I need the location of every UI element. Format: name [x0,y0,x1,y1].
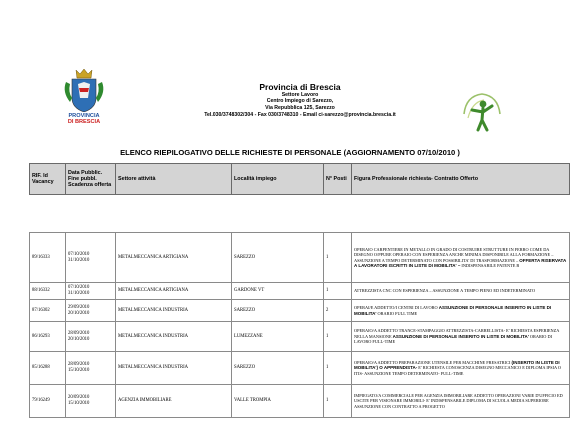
profile-text: OPERAIO CARPENTIERE IN METALLO IN GRADO DI COSTRUIRE STRUTTURE IN FERRO COME DA DISEGNO O/PPURE OPERAIO CON ESPERIENZA ANCHE MINIMA DISPONIBILE ALLA FORMAZIONE – ASSUNZIONE A TEMPO DETERMINATO CON POSSIBILITA' DI TRASFORMAZIONE – [354,246,554,263]
vacancy-dates [66,233,116,283]
date-published: 07/10/2010 [68,285,90,290]
vacancy-profile [352,352,570,385]
date-published: 29/09/2010 [68,304,90,310]
profile-text-end: E' RICHIESTA CONOSCENZA DISEGNO MECCANICO E DIPLOMA IPSIA O ITIS- ASSUNZIONE TEMPO DETERMINATO- FULL-TIME [354,365,562,376]
vacancy-sector: METALMECCANICA INDUSTRIA [116,300,232,322]
date-expiry: 15/10/2010 [68,401,90,406]
date-expiry: 31/10/2010 [68,257,90,263]
profile-highlight: OFFERTA RISERVATA A LAVORATORI ISCRITTI IN LISTE DI MOBILITA' – [354,257,567,268]
col-posti: N° Posti [324,164,352,195]
date-expiry: 15/10/2010 [68,368,90,373]
vacancy-posts: 1 [324,283,352,300]
vacancy-sector: METALMECCANICA ARTIGIANA [116,283,232,300]
profile-highlight: (INSERITO IN LISTE DI MOBILITA') O APPRENDISTA- [354,359,560,371]
profile-text-end: ORARIO DI LAVORO FULL-TIME [354,333,552,345]
center-name: Centro Impiego di Sarezzo, [266,98,334,105]
col-rif: RIF. Id Vacancy [30,164,66,195]
vacancy-id: 79/16249 [30,385,66,418]
profile-text: IMPIEGATO/A COMMERCIALE PER AGENZIA IMMOBILIARE ADDETTO OPERAZIONI VARIE D'UFFICIO ED USCITE PER VISIONARE IMMOBILI- E' INDISPENSABILE DIPLOMA DI SCUOLA MEDIA SUPERIORE ASSUNZIONE CON CONTRATTO A PROGETTO [354,392,563,409]
date-published: 07/10/2010 [68,251,90,257]
vacancy-id: 85/16288 [30,352,66,385]
profile-text-end: ORARIO FULL TIME [376,310,418,316]
vacancy-posts: 1 [324,322,352,352]
vacancy-profile [352,283,570,300]
vacancy-posts: 1 [324,352,352,385]
profile-text: ATTREZZISTA CNC CON ESPERIENZA – ASSUNZIONE A TEMPO PIENO ED INDETERMINATO [354,288,536,294]
vacancy-location: SAREZZO [232,352,324,385]
vacancy-profile [352,385,570,418]
date-expiry: 20/10/2010 [68,336,90,342]
date-expiry: 20/10/2010 [68,310,90,316]
vacancy-dates [66,283,116,300]
vacancy-id: 89/16333 [30,233,66,283]
vacancy-dates [66,322,116,352]
vacancy-sector: METALMECCANICA ARTIGIANA [116,233,232,283]
vacancy-location: GARDONE VT [232,283,324,300]
col-settore: Settore attività [116,164,232,195]
vacancy-dates [66,385,116,418]
letterhead [160,82,440,118]
vacancy-location: SAREZZO [232,300,324,322]
vacancy-profile [352,300,570,322]
profile-highlight: ASSUNZIONE DI PERSONALE INSERITO IN LISTE DI MOBILITA' [392,333,529,339]
date-expiry: 31/10/2010 [68,291,90,296]
centro-impiego-logo [458,88,506,134]
vacancy-sector: METALMECCANICA INDUSTRIA [116,352,232,385]
provincia-brescia-logo [52,68,116,124]
date-published: 28/09/2010 [68,362,90,367]
vacancy-id: 86/16293 [30,322,66,352]
svg-text:PROVINCIA: PROVINCIA [68,113,100,119]
profile-text: OPERAIO/A ADDETTO TRANCE-STAMPAGGIO ATTREZZISTA-CARRELLISTA- E' RICHIESTA ESPERIENZA NELLA MANSIONE [354,328,560,339]
vacancy-location: VALLE TROMPIA [232,385,324,418]
svg-text:DI BRESCIA: DI BRESCIA [67,119,101,124]
sector-name: Settore Lavoro [281,92,319,98]
vacancy-id: 88/16332 [30,283,66,300]
vacancy-posts: 1 [324,233,352,283]
col-data: Data Pubblic. Fine pubbl. Scadenza offerta [66,164,116,195]
col-figura: Figura Professionale richiesta- Contratto Offerto [352,164,570,195]
org-name: Provincia di Brescia [259,82,341,92]
vacancy-posts: 1 [324,385,352,418]
vacancy-profile [352,233,570,283]
table-row [30,352,570,385]
profile-highlight: ASSUNZIONE DI PERSONALE INSERITO IN LISTE DI MOBILITA' [354,305,552,316]
vacancy-location: SAREZZO [232,233,324,283]
column-header-table [29,163,570,195]
vacancy-profile [352,322,570,352]
vacancy-table [29,232,570,418]
center-address: Via Repubblica 125, Sarezzo [265,104,335,111]
header-row [30,164,570,195]
document-title: ELENCO RIEPILOGATIVO DELLE RICHIESTE DI PERSONALE (AGGIORNAMENTO 07/10/2010 ) [120,148,460,157]
date-published: 20/09/2010 [68,395,90,400]
table-row [30,322,570,352]
date-published: 28/09/2010 [68,330,90,336]
col-localita: Località impiego [232,164,324,195]
table-row [30,385,570,418]
table-row [30,233,570,283]
profile-text: OPERAI/E ADDETTO/I CENTRI DI LAVORO [354,305,439,311]
vacancy-sector: METALMECCANICA INDUSTRIA [116,322,232,352]
vacancy-id: 87/16302 [30,300,66,322]
vacancy-posts: 2 [324,300,352,322]
table-row [30,283,570,300]
vacancy-location: LUMEZZANE [232,322,324,352]
vacancy-sector: AGENZIA IMMOBILIARE [116,385,232,418]
profile-text-end: INDISPENSABILE PATENTE B [460,262,520,268]
vacancy-dates [66,352,116,385]
vacancy-dates [66,300,116,322]
contact-line: Tel.030/3748302/304 - Fax 030/3748310 - Email ci-sarezzo@provincia.brescia.it [204,112,396,119]
table-row [30,300,570,322]
profile-text: OPERAIO/A ADDETTO PREPARAZIONE UTENSILE PER MACCHINE FRESATRICI [354,359,512,365]
